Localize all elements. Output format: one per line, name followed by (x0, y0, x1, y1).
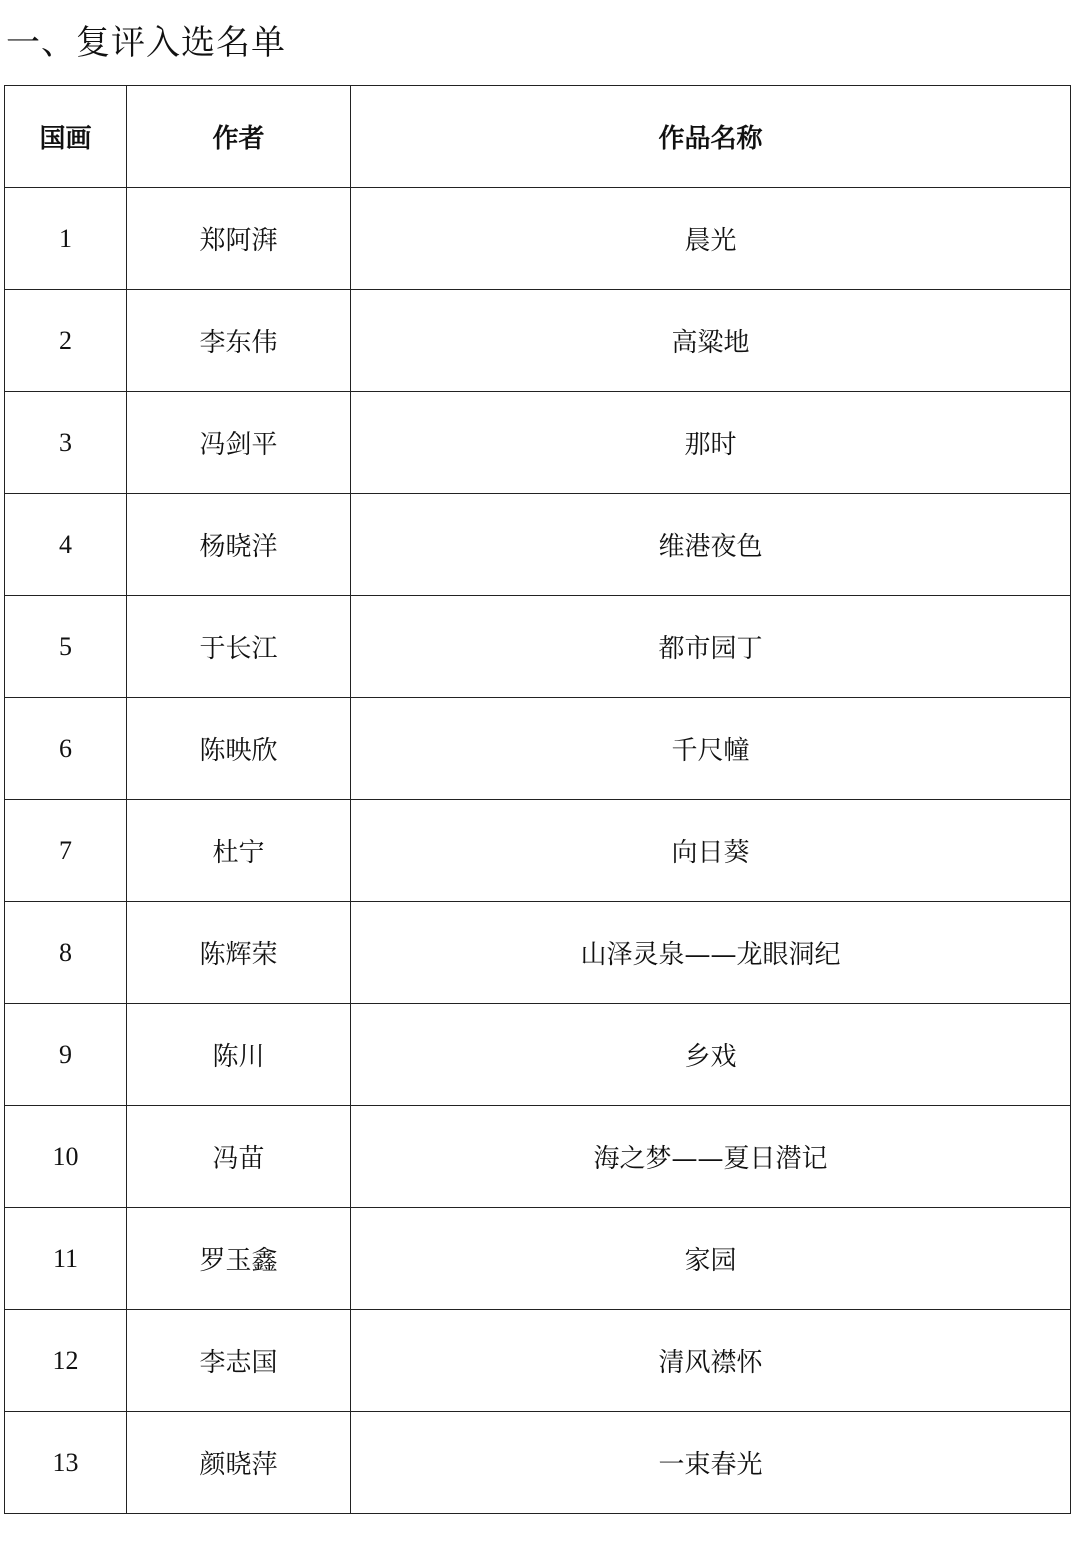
table-row (5, 188, 1071, 290)
cell-number: 3 (5, 392, 127, 494)
cell-number: 5 (5, 596, 127, 698)
cell-title: 清风襟怀 (351, 1310, 1071, 1412)
section-heading: 一、复评入选名单 (6, 23, 286, 63)
cell-number: 11 (5, 1208, 127, 1310)
cell-number: 12 (5, 1310, 127, 1412)
table-row (5, 494, 1071, 596)
column-header-author: 作者 (127, 86, 351, 188)
cell-title: 山泽灵泉——龙眼洞纪 (351, 902, 1071, 1004)
cell-author: 杜宁 (127, 800, 351, 902)
cell-number: 9 (5, 1004, 127, 1106)
cell-number: 7 (5, 800, 127, 902)
cell-author: 李东伟 (127, 290, 351, 392)
cell-title: 海之梦——夏日潜记 (351, 1106, 1071, 1208)
table-row (5, 800, 1071, 902)
cell-title: 千尺幢 (351, 698, 1071, 800)
cell-number: 4 (5, 494, 127, 596)
cell-author: 李志国 (127, 1310, 351, 1412)
cell-author: 陈辉荣 (127, 902, 351, 1004)
cell-author: 罗玉鑫 (127, 1208, 351, 1310)
cell-number: 13 (5, 1412, 127, 1514)
cell-title: 乡戏 (351, 1004, 1071, 1106)
cell-number: 10 (5, 1106, 127, 1208)
table-row (5, 1106, 1071, 1208)
cell-title: 都市园丁 (351, 596, 1071, 698)
cell-author: 陈川 (127, 1004, 351, 1106)
column-header-title: 作品名称 (351, 86, 1071, 188)
cell-author: 于长江 (127, 596, 351, 698)
column-header-category: 国画 (5, 86, 127, 188)
table-row (5, 1310, 1071, 1412)
table-row (5, 1208, 1071, 1310)
cell-author: 冯剑平 (127, 392, 351, 494)
table-row (5, 392, 1071, 494)
cell-author: 颜晓萍 (127, 1412, 351, 1514)
cell-title: 维港夜色 (351, 494, 1071, 596)
cell-number: 1 (5, 188, 127, 290)
shortlist-table (4, 85, 1071, 1514)
table-row (5, 290, 1071, 392)
table-header-row (5, 86, 1071, 188)
cell-number: 2 (5, 290, 127, 392)
cell-author: 杨晓洋 (127, 494, 351, 596)
table-row (5, 902, 1071, 1004)
cell-title: 那时 (351, 392, 1071, 494)
cell-title: 高粱地 (351, 290, 1071, 392)
cell-title: 家园 (351, 1208, 1071, 1310)
table-row (5, 1412, 1071, 1514)
cell-title: 晨光 (351, 188, 1071, 290)
cell-number: 6 (5, 698, 127, 800)
table-row (5, 596, 1071, 698)
cell-number: 8 (5, 902, 127, 1004)
cell-author: 郑阿湃 (127, 188, 351, 290)
table-row (5, 698, 1071, 800)
cell-title: 一束春光 (351, 1412, 1071, 1514)
cell-author: 冯苗 (127, 1106, 351, 1208)
cell-title: 向日葵 (351, 800, 1071, 902)
table-row (5, 1004, 1071, 1106)
cell-author: 陈映欣 (127, 698, 351, 800)
